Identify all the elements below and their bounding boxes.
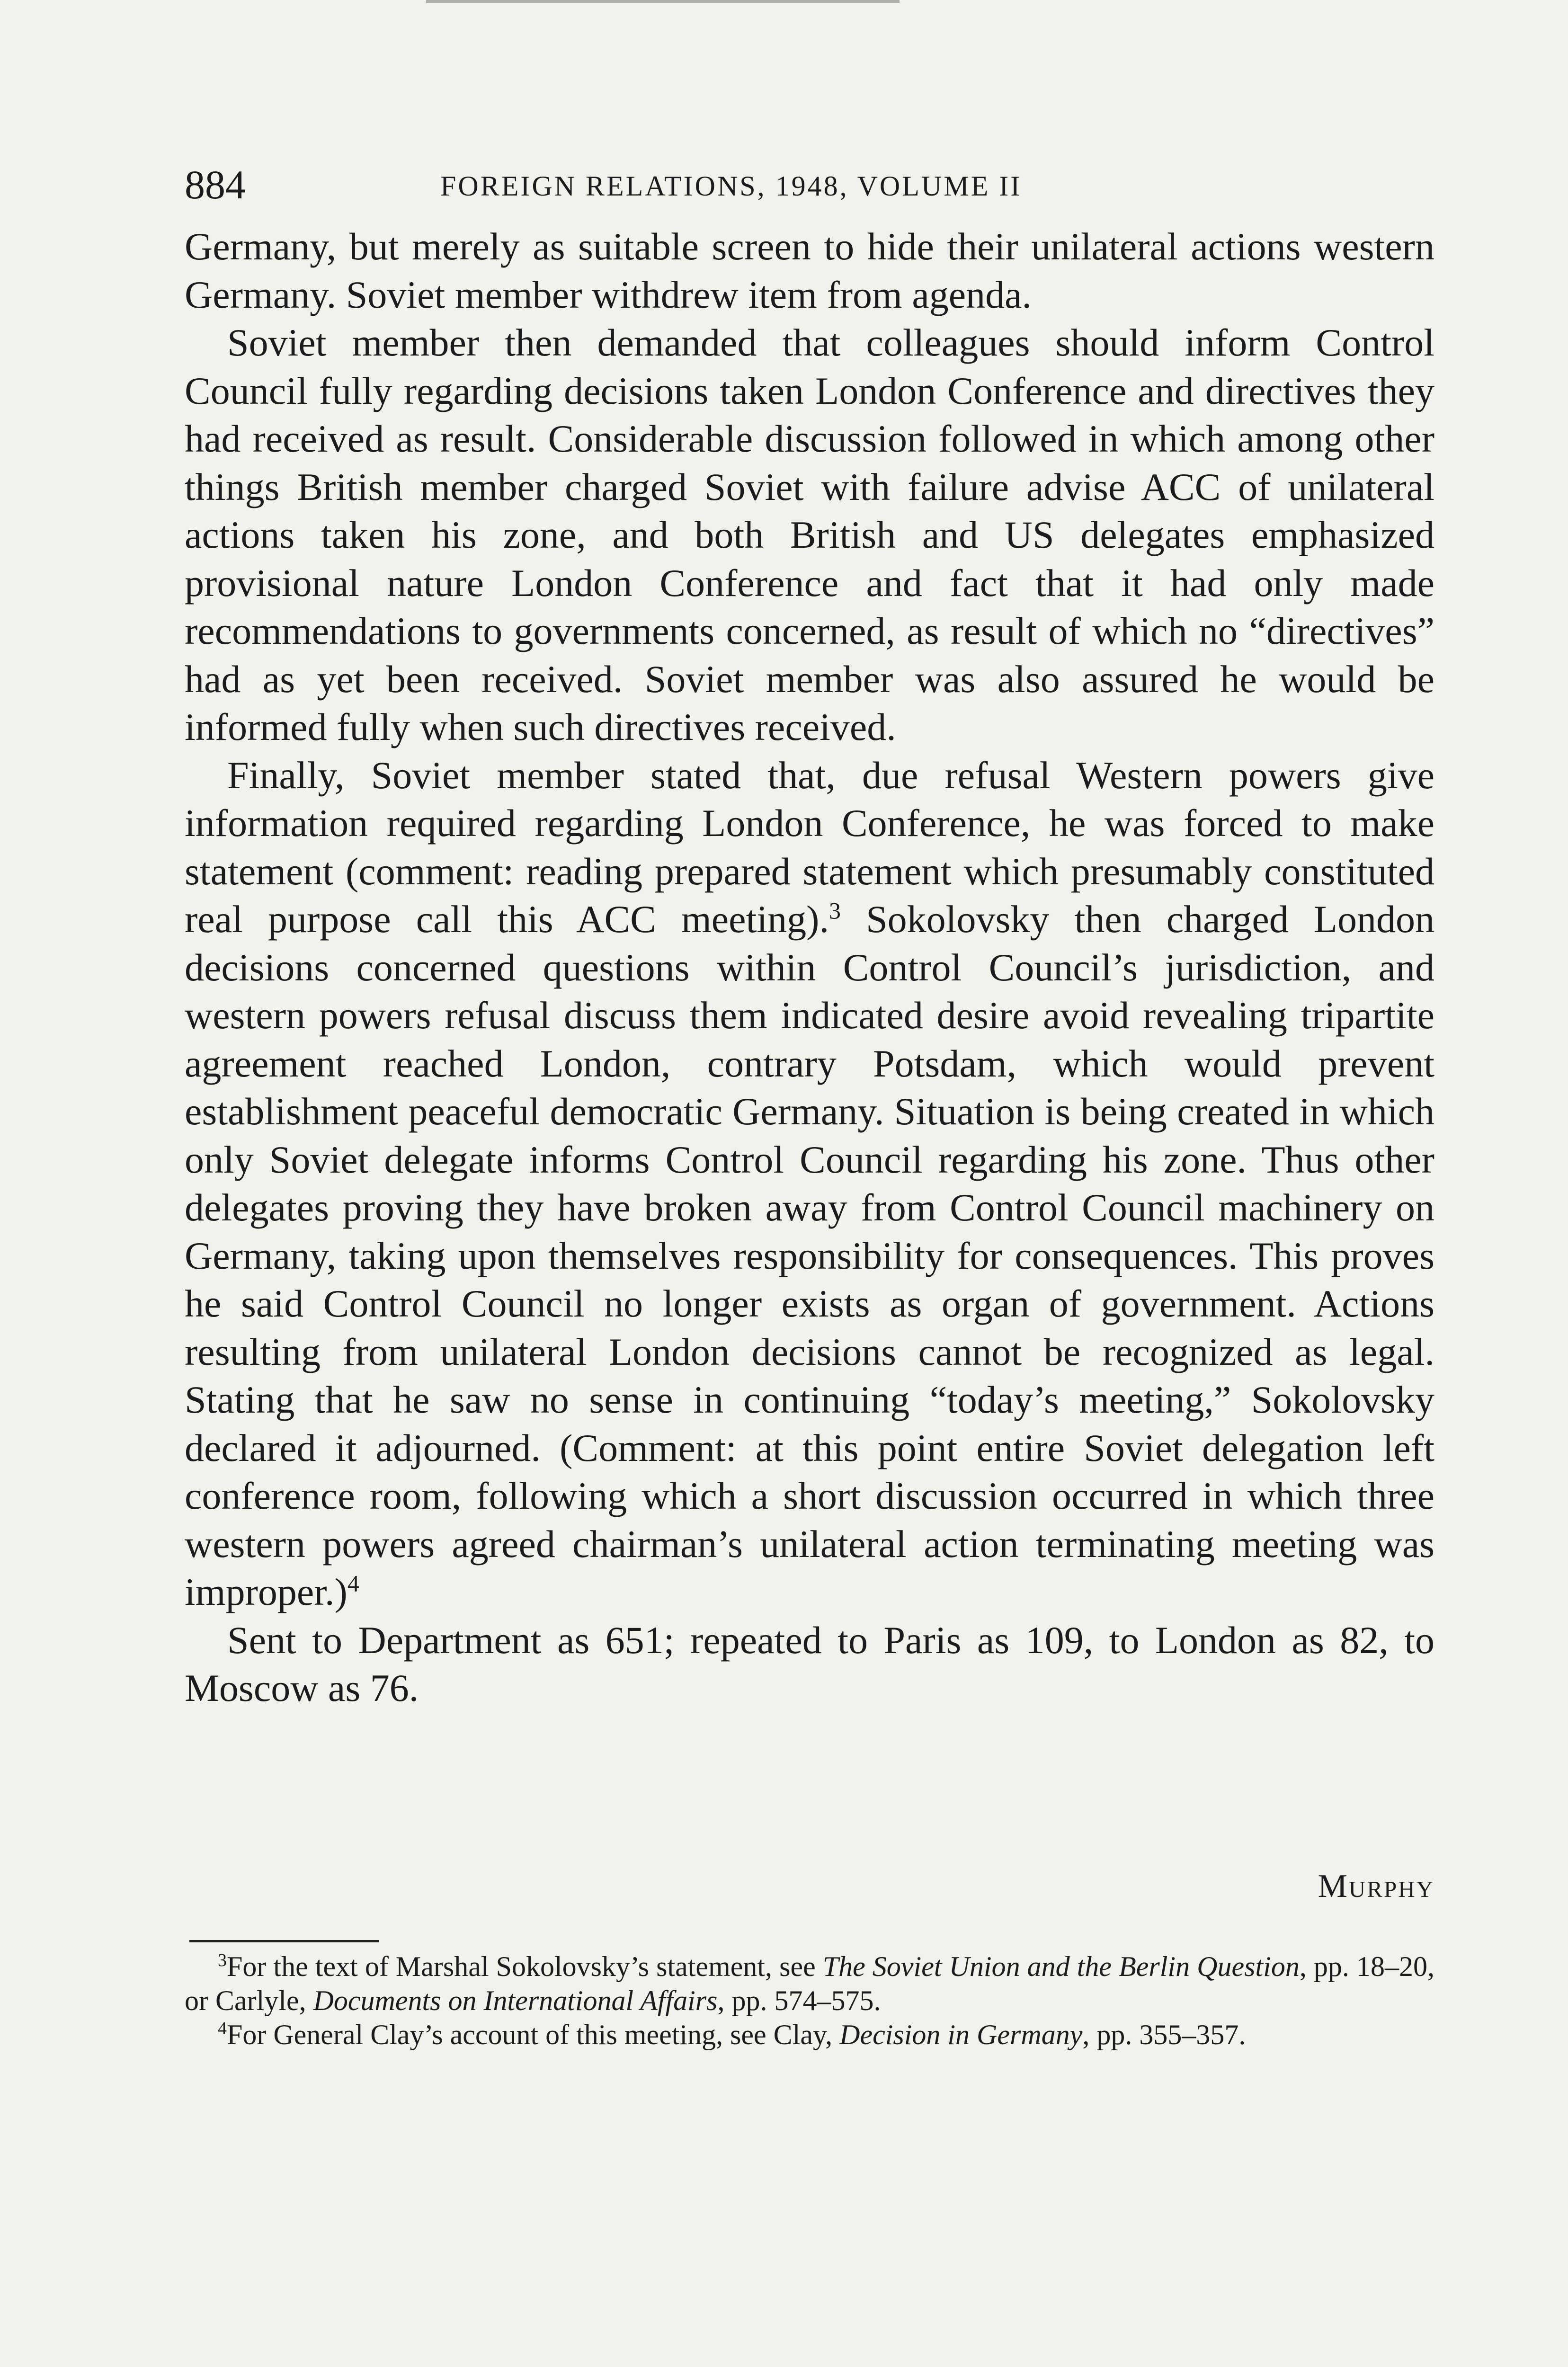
footnote-divider (189, 1940, 379, 1942)
footnote-marker: 4 (218, 2019, 227, 2038)
footnote-4 (185, 2018, 1434, 2052)
paragraph-2: Soviet member then demanded that colleagues should inform Control Council fully regarding decisions taken London Conference and directives they had received as result. Considerable discussion followed in which among other things British member charged Soviet with failure advise ACC of unilateral actions taken his zone, and both British and US delegates emphasized provisional nature London Conference and fact that it had only made recommendations to governments concerned, as result of which no “directives” had as yet been received. Soviet member was also assured he would be informed fully when such directives received. (185, 321, 1434, 748)
footnote-3 (185, 1949, 1434, 2018)
paragraph-4: Sent to Department as 651; repeated to Paris as 109, to London as 82, to Moscow as 76. (185, 1618, 1434, 1709)
signature: Murphy (1318, 1868, 1434, 1904)
footnote-text: , pp. 18–20, or Carlyle, (185, 1951, 1434, 2016)
paragraph-1: Germany, but merely as suitable screen to hide their unilateral actions western Germany. Soviet member withdrew item from agenda. (185, 225, 1434, 316)
footnote-citation-title: Documents on International Affairs (313, 1985, 718, 2016)
running-head (185, 159, 1434, 211)
footnote-ref-3[interactable]: 3 (829, 897, 841, 924)
footnote-text: For General Clay’s account of this meeting, see Clay, (227, 2019, 840, 2050)
body-text (185, 222, 1434, 1712)
footnote-citation-title: Decision in Germany (839, 2019, 1083, 2050)
footnote-marker: 3 (218, 1950, 227, 1970)
footnote-text: , pp. 355–357. (1082, 2019, 1246, 2050)
paragraph-3-part-1: Finally, Soviet member stated that, due refusal Western powers give information required regarding London Conference, he was forced to make statement (comment: reading prepared statement which presumably constituted real purpose call this ACC meeting). (185, 753, 1434, 941)
header-title: FOREIGN RELATIONS, 1948, VOLUME II (440, 170, 1022, 202)
scan-top-edge (426, 0, 900, 3)
page-number: 884 (185, 162, 246, 207)
footnote-text: , pp. 574–575. (717, 1985, 881, 2016)
paragraph-3-part-2: Sokolovsky then charged London decisions concerned questions within Control Council’s jurisdiction, and western powers refusal discuss them indicated desire avoid revealing tripartite agreement reached London, contrary Potsdam, which would prevent establishment peaceful democratic Germany. Situation is being created in which only Soviet delegate informs Control Council regarding his zone. Thus other delegates proving they have broken away from Control Council machinery on Germany, taking upon themselves responsibility for consequences. This proves he said Control Council no longer exists as organ of government. Actions resulting from unilateral London decisions cannot be recognized as legal. Stating that he saw no sense in continuing “today’s meeting,” Sokolovsky declared it adjourned. (Comment: at this point entire Soviet delegation left conference room, following which a short discussion occurred in which three western powers agreed chairman’s unilateral action terminating meeting was improper.) (185, 898, 1435, 1613)
footnotes (185, 1949, 1434, 2052)
footnote-text: For the text of Marshal Sokolovsky’s statement, see (227, 1951, 823, 1982)
paragraph-3 (185, 751, 1434, 1616)
footnote-ref-4[interactable]: 4 (347, 1570, 359, 1597)
footnote-citation-title: The Soviet Union and the Berlin Question (822, 1951, 1300, 1982)
